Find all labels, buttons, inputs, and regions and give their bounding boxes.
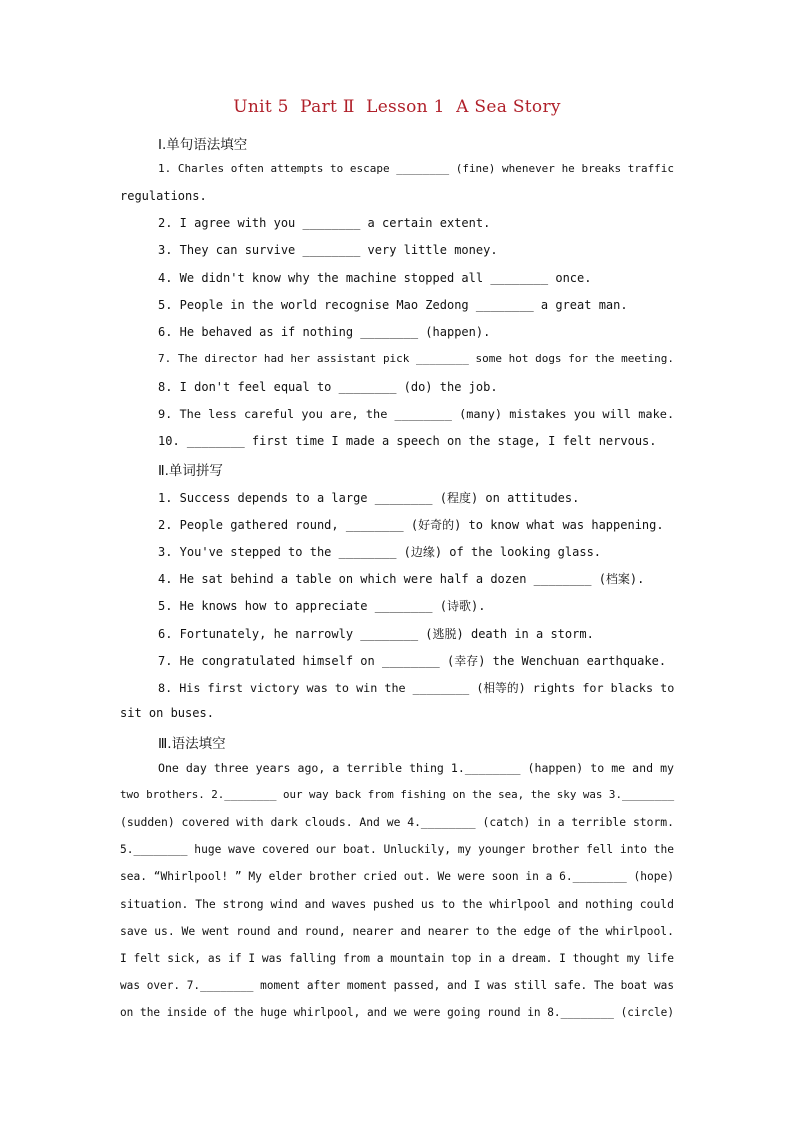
exercise-line: 5. People in the world recognise Mao Zedong ________ a great man.	[158, 298, 628, 312]
passage-line: save us. We went round and round, nearer and nearer to the edge of the whirlpool.	[120, 924, 674, 938]
passage-line: was over. 7.________ moment after moment passed, and I was still safe. The boat was	[120, 979, 674, 992]
section-heading-cloze: Ⅲ.语法填空	[158, 736, 226, 752]
exercise-line: 4. We didn't know why the machine stopped all ________ once.	[158, 271, 592, 285]
exercise-line: 6. He behaved as if nothing ________ (happen).	[158, 325, 491, 339]
passage-line: 5.________ huge wave covered our boat. Unluckily, my younger brother fell into the	[120, 843, 674, 856]
exercise-line: 8. His first victory was to win the ________ (相等的) rights for blacks to	[158, 681, 675, 695]
exercise-line: 5. He knows how to appreciate ________ (诗歌).	[158, 599, 486, 613]
section-heading-spelling: Ⅱ.单词拼写	[158, 463, 223, 479]
exercise-line: 1. Charles often attempts to escape ________ (fine) whenever he breaks traffic	[158, 162, 674, 175]
exercise-line: 6. Fortunately, he narrowly ________ (逃脱) death in a storm.	[158, 627, 594, 641]
exercise-line: regulations.	[120, 189, 207, 203]
exercise-line: 10. ________ first time I made a speech on the stage, I felt nervous.	[158, 434, 657, 448]
passage-line: on the inside of the huge whirlpool, and we were going round in 8.________ (circle)	[120, 1006, 674, 1019]
exercise-line: 3. They can survive ________ very little money.	[158, 243, 498, 257]
passage-line: I felt sick, as if I was falling from a mountain top in a dream. I thought my life	[120, 952, 674, 965]
exercise-line: 1. Success depends to a large ________ (程度) on attitudes.	[158, 491, 580, 505]
exercise-line: 7. The director had her assistant pick ________ some hot dogs for the meeting.	[158, 352, 674, 365]
passage-line: situation. The strong wind and waves pushed us to the whirlpool and nothing could	[120, 897, 674, 911]
page-title: Unit 5 Part Ⅱ Lesson 1 A Sea Story	[233, 97, 561, 117]
exercise-line: 4. He sat behind a table on which were half a dozen ________ (档案).	[158, 572, 645, 586]
passage-line: One day three years ago, a terrible thing 1.________ (happen) to me and my	[158, 761, 674, 775]
exercise-line: sit on buses.	[120, 706, 214, 720]
exercise-line: 3. You've stepped to the ________ (边缘) of the looking glass.	[158, 545, 602, 559]
exercise-line: 7. He congratulated himself on ________ (幸存) the Wenchuan earthquake.	[158, 654, 667, 668]
passage-line: two brothers. 2.________ our way back from fishing on the sea, the sky was 3.________	[120, 788, 675, 801]
exercise-line: 2. I agree with you ________ a certain extent.	[158, 216, 491, 230]
exercise-line: 2. People gathered round, ________ (好奇的) to know what was happening.	[158, 518, 664, 532]
exercise-line: 8. I don't feel equal to ________ (do) the job.	[158, 380, 498, 394]
passage-line: sea. “Whirlpool! ” My elder brother cried out. We were soon in a 6.________ (hope)	[120, 870, 674, 883]
exercise-line: 9. The less careful you are, the ________ (many) mistakes you will make.	[158, 407, 675, 421]
passage-line: (sudden) covered with dark clouds. And we 4.________ (catch) in a terrible storm.	[120, 815, 674, 829]
section-heading-grammar: Ⅰ.单句语法填空	[158, 137, 248, 153]
